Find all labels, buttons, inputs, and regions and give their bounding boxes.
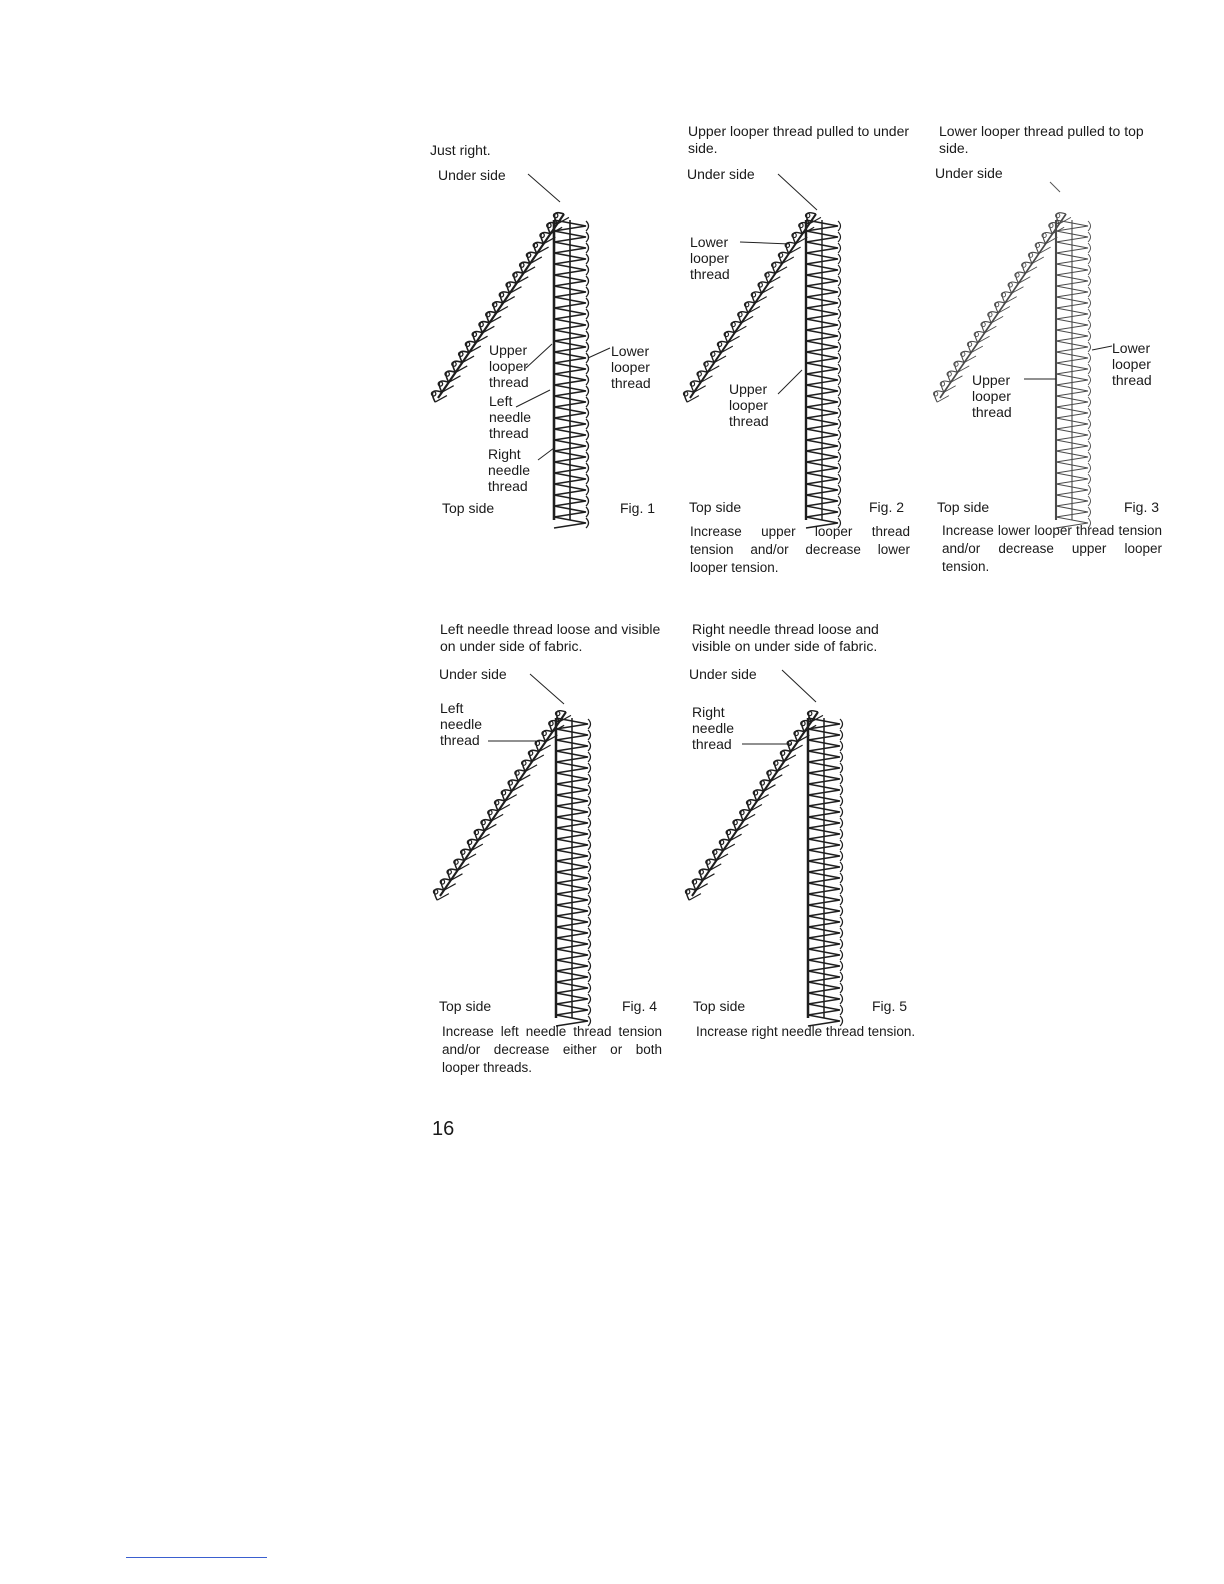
left-needle-thread-label: Left needle thread: [489, 393, 532, 441]
figure-number: Fig. 5: [872, 998, 908, 1014]
under-side-label: Under side: [438, 167, 506, 183]
upper-looper-thread-label: Upper looper thread: [489, 342, 529, 390]
figure-1: [430, 130, 680, 600]
top-side-label: Top side: [439, 998, 492, 1014]
right-needle-thread-label: Right needle thread: [488, 446, 531, 494]
figure-caption: Left needle thread loose and visible on under side of fabric.: [440, 621, 661, 654]
under-side-label: Under side: [439, 666, 507, 682]
lower-looper-thread-label: Lower looper thread: [611, 343, 651, 391]
figure-caption: Upper looper thread pulled to under side.: [688, 123, 910, 156]
under-side-label: Under side: [689, 666, 757, 682]
under-side-label: Under side: [687, 166, 755, 182]
upper-looper-thread-label: Upper looper thread: [729, 381, 769, 429]
upper-looper-thread-label: Upper looper thread: [972, 372, 1012, 420]
figure-description: Increase lower looper thread tension and/or decrease upper looper tension.: [942, 523, 1162, 574]
top-side-label: Top side: [442, 500, 495, 516]
figure-description: Increase right needle thread tension.: [696, 1024, 916, 1039]
top-side-label: Top side: [693, 998, 746, 1014]
figure-5: [684, 621, 934, 1098]
bottom-rule: [126, 1557, 267, 1558]
figure-caption: Just right.: [430, 142, 491, 158]
figure-caption: Right needle thread loose and visible on under side of fabric.: [692, 621, 879, 654]
figure-description: Increase upper looper thread tension and/or decrease lower looper tension.: [690, 524, 910, 575]
figure-number: Fig. 4: [622, 998, 658, 1014]
figure-description: Increase left needle thread tension and/or decrease either or both looper threads.: [442, 1024, 662, 1075]
under-side-label: Under side: [935, 165, 1003, 181]
left-needle-thread-label: Left needle thread: [440, 700, 483, 748]
top-side-label: Top side: [937, 499, 990, 515]
page-number: 16: [432, 1118, 455, 1140]
lower-looper-thread-label: Lower looper thread: [690, 234, 730, 282]
top-side-label: Top side: [689, 499, 742, 515]
figure-2: [682, 123, 932, 600]
figure-4: [432, 621, 682, 1098]
figure-caption: Lower looper thread pulled to top side.: [939, 123, 1144, 156]
figure-number: Fig. 1: [620, 500, 656, 516]
figure-number: Fig. 2: [869, 499, 905, 515]
figure-number: Fig. 3: [1124, 499, 1160, 515]
right-needle-thread-label: Right needle thread: [692, 704, 735, 752]
lower-looper-thread-label: Lower looper thread: [1112, 340, 1152, 388]
figure-3: [932, 123, 1182, 600]
